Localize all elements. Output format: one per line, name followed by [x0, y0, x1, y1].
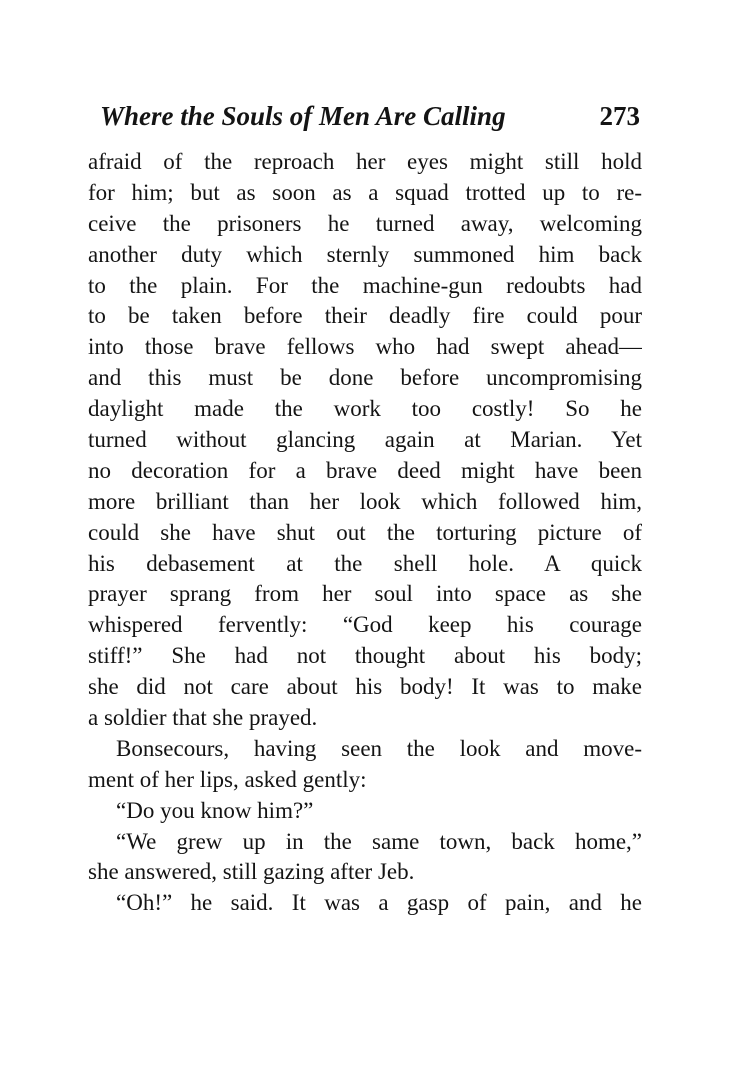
paragraph-end-line: a soldier that she prayed.: [88, 705, 318, 731]
paragraph-start-line: Bonsecours, having seen the look and move-: [116, 735, 642, 761]
dialogue-line: “Do you know him?”: [116, 797, 314, 823]
text-line: his debasement at the shell hole. A quick: [88, 550, 642, 576]
text-line: more brilliant than her look which followed him,: [88, 488, 642, 514]
paragraph-end-line: ment of her lips, asked gently:: [88, 766, 367, 792]
text-line: whispered fervently: “God keep his courage: [88, 612, 642, 638]
text-line: she did not care about his body! It was to make: [88, 674, 642, 700]
text-line: to the plain. For the machine-gun redoubts had: [88, 272, 642, 298]
text-line: no decoration for a brave deed might have been: [88, 457, 642, 483]
dialogue-line: “We grew up in the same town, back home,”: [116, 828, 642, 854]
dialogue-line: “Oh!” he said. It was a gasp of pain, and he: [116, 890, 642, 916]
text-line: afraid of the reproach her eyes might still hold: [88, 149, 642, 174]
text-line: could she have shut out the torturing picture of: [88, 519, 642, 545]
text-line: stiff!” She had not thought about his body;: [88, 643, 642, 669]
running-title: Where the Souls of Men Are Calling: [100, 101, 506, 131]
text-line: prayer sprang from her soul into space as she: [88, 581, 642, 607]
paragraph-end-line: she answered, still gazing after Jeb.: [88, 859, 415, 885]
text-line: turned without glancing again at Marian. Yet: [88, 427, 642, 453]
page-number: 273: [599, 101, 640, 131]
text-line: to be taken before their deadly fire could pour: [88, 303, 642, 329]
text-line: ceive the prisoners he turned away, welcoming: [88, 210, 642, 236]
body-text: [88, 147, 642, 919]
text-line: and this must be done before uncompromising: [88, 365, 642, 391]
running-head: [88, 96, 640, 136]
text-line: for him; but as soon as a squad trotted up to re-: [88, 179, 642, 205]
text-line: into those brave fellows who had swept ahead—: [88, 334, 642, 360]
text-line: daylight made the work too costly! So he: [88, 396, 642, 422]
text-line: another duty which sternly summoned him back: [88, 241, 642, 267]
